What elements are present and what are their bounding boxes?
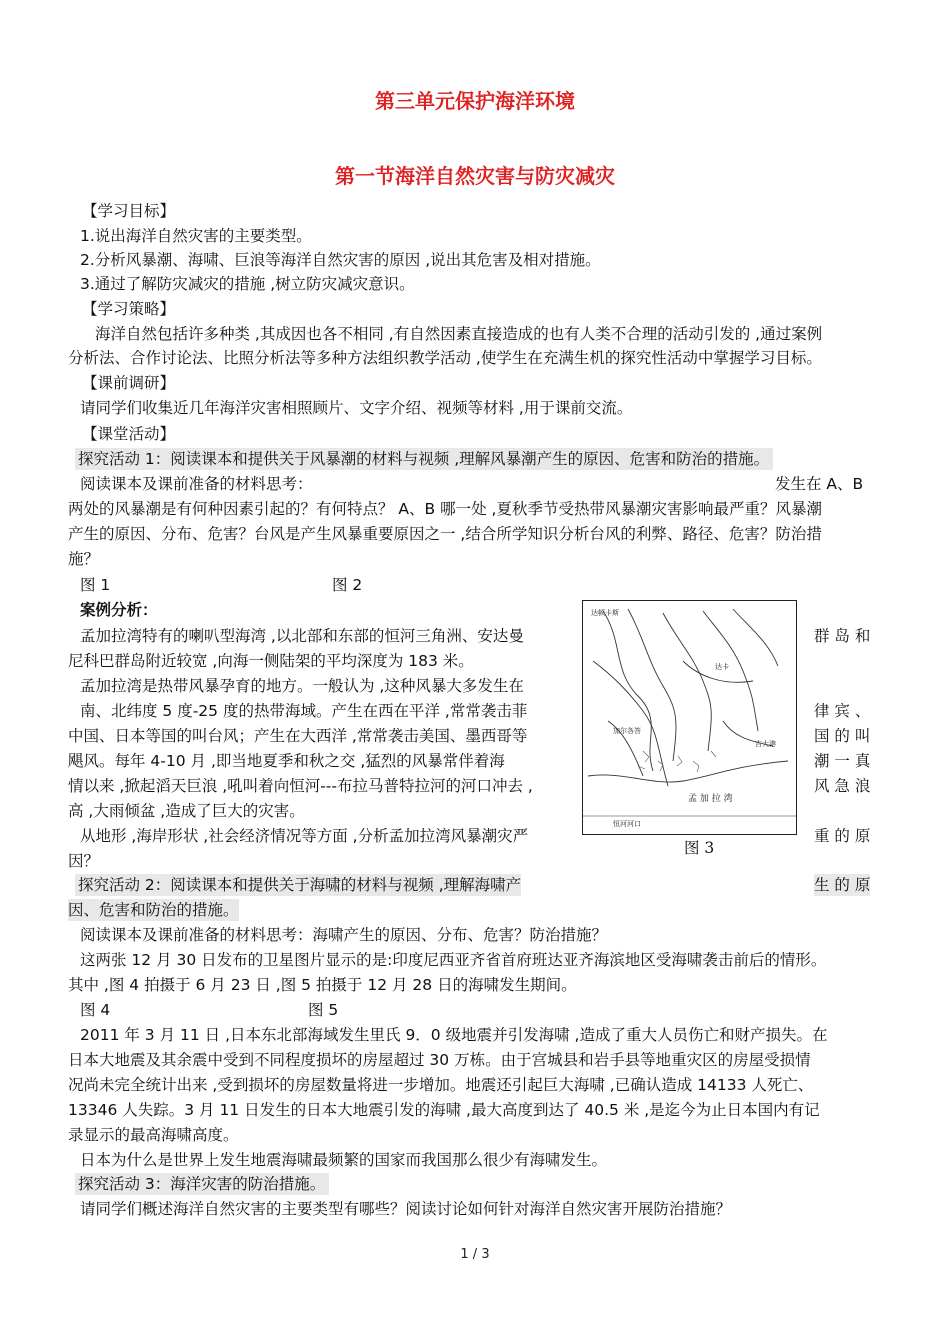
japan-text: 13346 人失踪。3 月 11 日发生的日本大地震引发的海啸 ,最大高度到达了 40.5 米 ,是迄今为止日本国内有记 xyxy=(68,1101,820,1119)
case-heading: 案例分析： xyxy=(80,601,158,619)
japan-text: 录显示的最高海啸高度。 xyxy=(68,1126,239,1144)
japan-text: 日本大地震及其余震中受到不同程度损坏的房屋超过 30 万栋。由于宫城县和岩手县等地重灾区的房屋受损情 xyxy=(68,1051,811,1069)
case-text: 高 ,大雨倾盆 ,造成了巨大的灾害。 xyxy=(68,802,305,820)
section-title: 第一节海洋自然灾害与防灾减灾 xyxy=(335,164,615,188)
activity-2-heading-line2: 因、危害和防治的措施。 xyxy=(68,901,239,919)
activity-3-text: 请同学们概述海洋自然灾害的主要类型有哪些？阅读讨论如何针对海洋自然灾害开展防治措施？ xyxy=(80,1200,732,1218)
figure-4-caption: 图 4 xyxy=(80,1001,111,1019)
case-text: 重 的 原 xyxy=(814,827,871,845)
map-drawing xyxy=(583,601,796,834)
figure-2-caption: 图 2 xyxy=(332,576,363,594)
japan-text: 况尚未完全统计出来 ,受到损坏的房屋数量将进一步增加。地震还引起巨大海啸 ,已确认造成 14133 人死亡、 xyxy=(68,1076,814,1094)
japan-question: 日本为什么是世界上发生地震海啸最频繁的国家而我国那么很少有海啸发生。 xyxy=(80,1151,608,1169)
preview-heading: 【课前调研】 xyxy=(82,374,176,392)
case-text: 从地形 ,海岸形状 ,社会经济情况等方面 ,分析孟加拉湾风暴潮灾严 xyxy=(80,827,529,845)
map-label: 孟 加 拉 湾 xyxy=(688,794,733,804)
figure-5-caption: 图 5 xyxy=(308,1001,339,1019)
goal-item: 3.通过了解防灾减灾的措施 ,树立防灾减灾意识。 xyxy=(80,275,415,293)
case-text: 尼科巴群岛附近较宽 ,向海一侧陆架的平均深度为 183 米。 xyxy=(68,652,474,670)
goal-item: 1.说出海洋自然灾害的主要类型。 xyxy=(80,227,312,245)
activity-1-text: 施？ xyxy=(68,550,100,568)
strategy-text: 海洋自然包括许多种类 ,其成因也各不相同 ,有自然因素直接造成的也有人类不合理的活动引发的 ,通过案例 xyxy=(95,325,823,343)
class-heading: 【课堂活动】 xyxy=(82,425,176,443)
case-text: 国 的 叫 xyxy=(814,727,871,745)
activity-1-text: 两处的风暴潮是有何种因素引起的？有何特点？ A、B 哪一处 ,夏秋季节受热带风暴潮灾害影响最严重？风暴潮 xyxy=(68,500,822,518)
goals-heading: 【学习目标】 xyxy=(82,202,176,220)
case-text: 中国、日本等国的叫台风；产生在大西洋 ,常常袭击美国、墨西哥等 xyxy=(68,727,528,745)
case-text: 风 急 浪 xyxy=(814,777,871,795)
activity-1-text: 产生的原因、分布、危害？台风是产生风暴重要原因之一 ,结合所学知识分析台风的利弊、路径、危害？防治措 xyxy=(68,525,822,543)
case-text: 潮 一 真 xyxy=(814,752,871,770)
case-text: 南、北纬度 5 度-25 度的热带海域。产生在西在平洋 ,常常袭击菲 xyxy=(80,702,528,720)
case-text: 律 宾 、 xyxy=(814,702,871,720)
case-text: 情以来 ,掀起滔天巨浪 ,吼叫着向恒河---布拉马普特拉河的河口冲去 , xyxy=(68,777,533,795)
activity-2-text: 这两张 12 月 30 日发布的卫星图片显示的是:印度尼西亚齐省首府班达亚齐海滨地区受海啸袭击前后的情形。 xyxy=(80,951,827,969)
figure-3-caption: 图 3 xyxy=(684,839,715,857)
figure-1-caption: 图 1 xyxy=(80,576,111,594)
activity-1-text: 阅读课本及课前准备的材料思考： xyxy=(80,475,313,493)
activity-1-text: 发生在 A、B xyxy=(775,475,864,493)
activity-2-text: 阅读课本及课前准备的材料思考：海啸产生的原因、分布、危害？防治措施？ xyxy=(80,926,608,944)
activity-3-heading: 探究活动 3：海洋灾害的防治措施。 xyxy=(75,1173,329,1195)
activity-2-text: 其中 ,图 4 拍摄于 6 月 23 日 ,图 5 拍摄于 12 月 28 日的海啸发生期间。 xyxy=(68,976,577,994)
case-text: 飓风。每年 4-10 月 ,即当地夏季和秋之交 ,猛烈的风暴常伴着海 xyxy=(68,752,505,770)
map-label: 吉大港 xyxy=(755,740,776,748)
activity-1-heading: 探究活动 1：阅读课本和提供关于风暴潮的材料与视频 ,理解风暴潮产生的原因、危害和防治的措施。 xyxy=(75,448,773,470)
map-label: 加尔各答 xyxy=(613,727,641,735)
activity-2-heading: 探究活动 2：阅读课本和提供关于海啸的材料与视频 ,理解海啸产 xyxy=(75,874,521,896)
case-text: 孟加拉湾是热带风暴孕育的地方。一般认为 ,这种风暴大多发生在 xyxy=(80,677,524,695)
unit-title: 第三单元保护海洋环境 xyxy=(375,89,575,113)
case-text: 群 岛 和 xyxy=(814,627,871,645)
map-label: 达顿卡斯 xyxy=(591,609,619,617)
strategy-text: 分析法、合作讨论法、比照分析法等多种方法组织教学活动 ,使学生在充满生机的探究性活动中掌握学习目标。 xyxy=(68,349,822,367)
map-label: 恒河河口 xyxy=(613,820,641,828)
japan-text: 2011 年 3 月 11 日 ,日本东北部海域发生里氏 9．0 级地震并引发海啸 ,造成了重大人员伤亡和财产损失。在 xyxy=(80,1026,828,1044)
strategy-heading: 【学习策略】 xyxy=(82,300,176,318)
bay-of-bengal-map xyxy=(582,600,797,835)
map-label: 达卡 xyxy=(715,663,729,671)
page-number: 1 / 3 xyxy=(460,1247,490,1262)
preview-text: 请同学们收集近几年海洋灾害相照顾片、文字介绍、视频等材料 ,用于课前交流。 xyxy=(80,399,633,417)
case-text: 孟加拉湾特有的喇叭型海湾 ,以北部和东部的恒河三角洲、安达曼 xyxy=(80,627,524,645)
case-text: 因？ xyxy=(68,852,100,870)
goal-item: 2.分析风暴潮、海啸、巨浪等海洋自然灾害的原因 ,说出其危害及相对措施。 xyxy=(80,251,601,269)
activity-2-heading-cont: 生 的 原 xyxy=(814,876,871,894)
